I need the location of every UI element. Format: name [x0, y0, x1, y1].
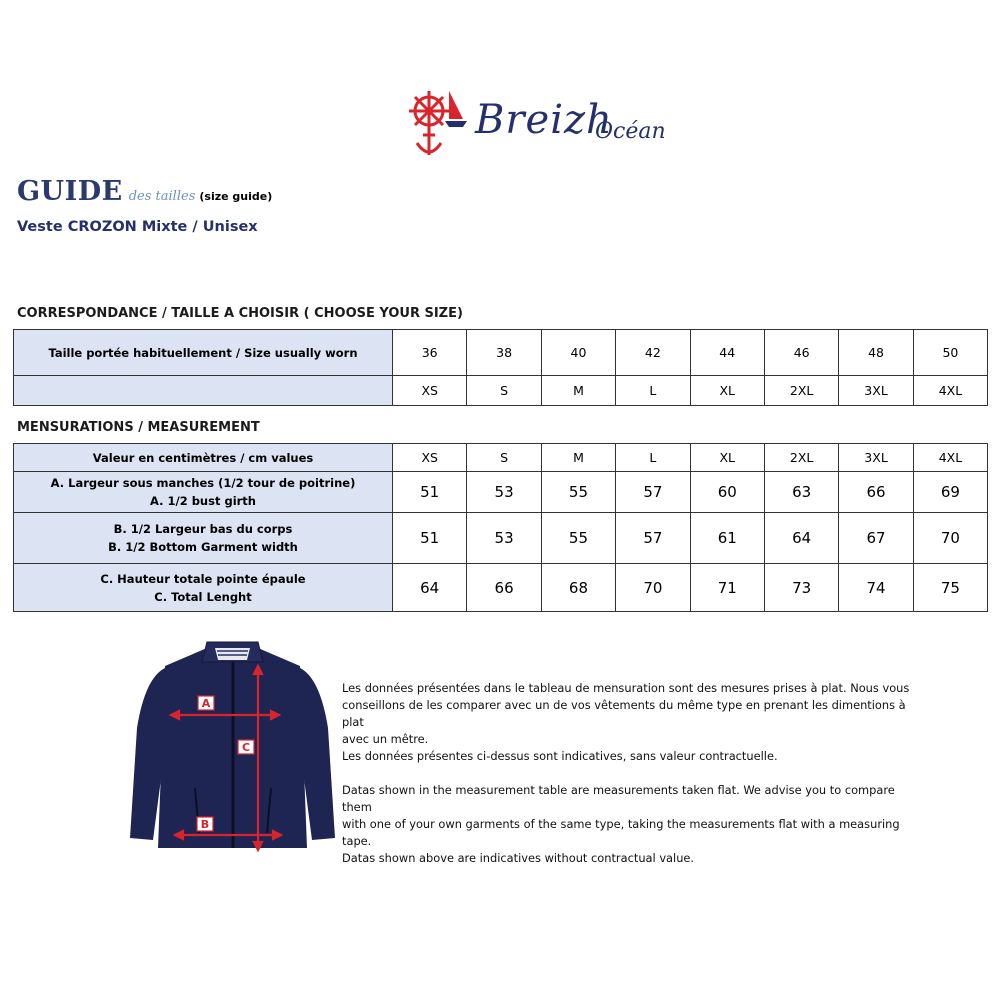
table-cell: 51 [393, 472, 467, 513]
row-label-en: C. Total Lenght [154, 589, 252, 604]
table-cell: 75 [913, 564, 987, 612]
size-header: 2XL [764, 444, 838, 472]
measurement-table [13, 443, 988, 612]
size-header: M [541, 444, 615, 472]
table-cell: 50 [913, 330, 987, 376]
row-label-fr: C. Hauteur totale pointe épaule [100, 571, 306, 586]
table-cell: 3XL [839, 376, 913, 406]
table-cell: 68 [541, 564, 615, 612]
guide-subtitle: des tailles [128, 189, 196, 204]
table-cell: M [541, 376, 615, 406]
table-cell: 53 [467, 472, 541, 513]
note-fr-line: avec un mêtre. [342, 732, 429, 746]
note-fr-line: Les données présentes ci-dessus sont indicatives, sans valeur contractuelle. [342, 749, 778, 763]
table-cell: 73 [764, 564, 838, 612]
table-cell: 57 [616, 472, 690, 513]
table-row [14, 472, 988, 513]
correspondance-table [13, 329, 988, 406]
size-header: 3XL [839, 444, 913, 472]
table-cell: 71 [690, 564, 764, 612]
row-label-en: B. 1/2 Bottom Garment width [108, 540, 298, 554]
row-label-fr: A. Largeur sous manches (1/2 tour de poitrine) [50, 476, 356, 490]
table-cell: 57 [616, 513, 690, 564]
brand-logo [405, 85, 695, 175]
guide-heading [17, 176, 272, 207]
row-label [14, 564, 393, 612]
table-cell: L [616, 376, 690, 406]
guide-english: (size guide) [199, 190, 273, 203]
table-cell: 66 [839, 472, 913, 513]
table-cell: 64 [393, 564, 467, 612]
table-cell: XL [690, 376, 764, 406]
notes [342, 680, 922, 867]
table-cell: 36 [393, 330, 467, 376]
guide-title: GUIDE [17, 176, 123, 207]
table-cell: 51 [393, 513, 467, 564]
table-cell: 4XL [913, 376, 987, 406]
table-cell: 70 [913, 513, 987, 564]
letter-size-row [14, 376, 988, 406]
row-label-en: A. 1/2 bust girth [150, 494, 256, 508]
jacket-illustration [125, 638, 340, 858]
marker-b: B [200, 818, 210, 831]
measurement-title: MENSURATIONS / MEASUREMENT [17, 420, 260, 435]
header-label: Valeur en centimètres / cm values [14, 444, 393, 472]
table-cell: 40 [541, 330, 615, 376]
table-cell: XS [393, 376, 467, 406]
row-label [14, 513, 393, 564]
row-label [14, 472, 393, 513]
table-cell: S [467, 376, 541, 406]
table-cell: 63 [764, 472, 838, 513]
marker-c: C [241, 741, 251, 754]
size-header: XS [393, 444, 467, 472]
table-cell: 61 [690, 513, 764, 564]
table-cell: 46 [764, 330, 838, 376]
table-cell: 2XL [764, 376, 838, 406]
ship-wheel-anchor-icon [405, 85, 475, 165]
measurement-header-row [14, 444, 988, 472]
row-label-fr: B. 1/2 Largeur bas du corps [113, 522, 293, 536]
note-fr-line: conseillons de les comparer avec un de vos vêtements du même type en prenant les dimentions à plat [342, 698, 906, 729]
table-cell: 44 [690, 330, 764, 376]
table-cell: 55 [541, 513, 615, 564]
table-cell: 60 [690, 472, 764, 513]
size-header: XL [690, 444, 764, 472]
table-cell: 55 [541, 472, 615, 513]
table-cell: 67 [839, 513, 913, 564]
brand-name-ocean: Océan [595, 119, 666, 144]
table-cell: 48 [839, 330, 913, 376]
correspondance-title: CORRESPONDANCE / TAILLE A CHOISIR ( CHOOSE YOUR SIZE) [17, 306, 463, 321]
size-header: L [616, 444, 690, 472]
size-header: S [467, 444, 541, 472]
note-en-line: with one of your own garments of the same type, taking the measurements flat with a measuring tape. [342, 817, 900, 848]
usual-size-row [14, 330, 988, 376]
table-cell: 64 [764, 513, 838, 564]
table-row [14, 564, 988, 612]
marker-a: A [201, 697, 211, 710]
size-header: 4XL [913, 444, 987, 472]
table-cell: 53 [467, 513, 541, 564]
row-label: Taille portée habituellement / Size usually worn [14, 330, 393, 376]
row-label [14, 376, 393, 406]
table-cell: 42 [616, 330, 690, 376]
product-title: Veste CROZON Mixte / Unisex [17, 219, 258, 235]
table-cell: 74 [839, 564, 913, 612]
table-cell: 66 [467, 564, 541, 612]
table-cell: 38 [467, 330, 541, 376]
note-en-line: Datas shown above are indicatives without contractual value. [342, 851, 695, 865]
note-en-line: Datas shown in the measurement table are measurements taken flat. We advise you to compare them [342, 783, 895, 814]
brand-name: Breizh [475, 97, 613, 143]
table-cell: 69 [913, 472, 987, 513]
note-fr-line: Les données présentées dans le tableau de mensuration sont des mesures prises à plat. Nous vous [342, 681, 910, 695]
table-row [14, 513, 988, 564]
table-cell: 70 [616, 564, 690, 612]
